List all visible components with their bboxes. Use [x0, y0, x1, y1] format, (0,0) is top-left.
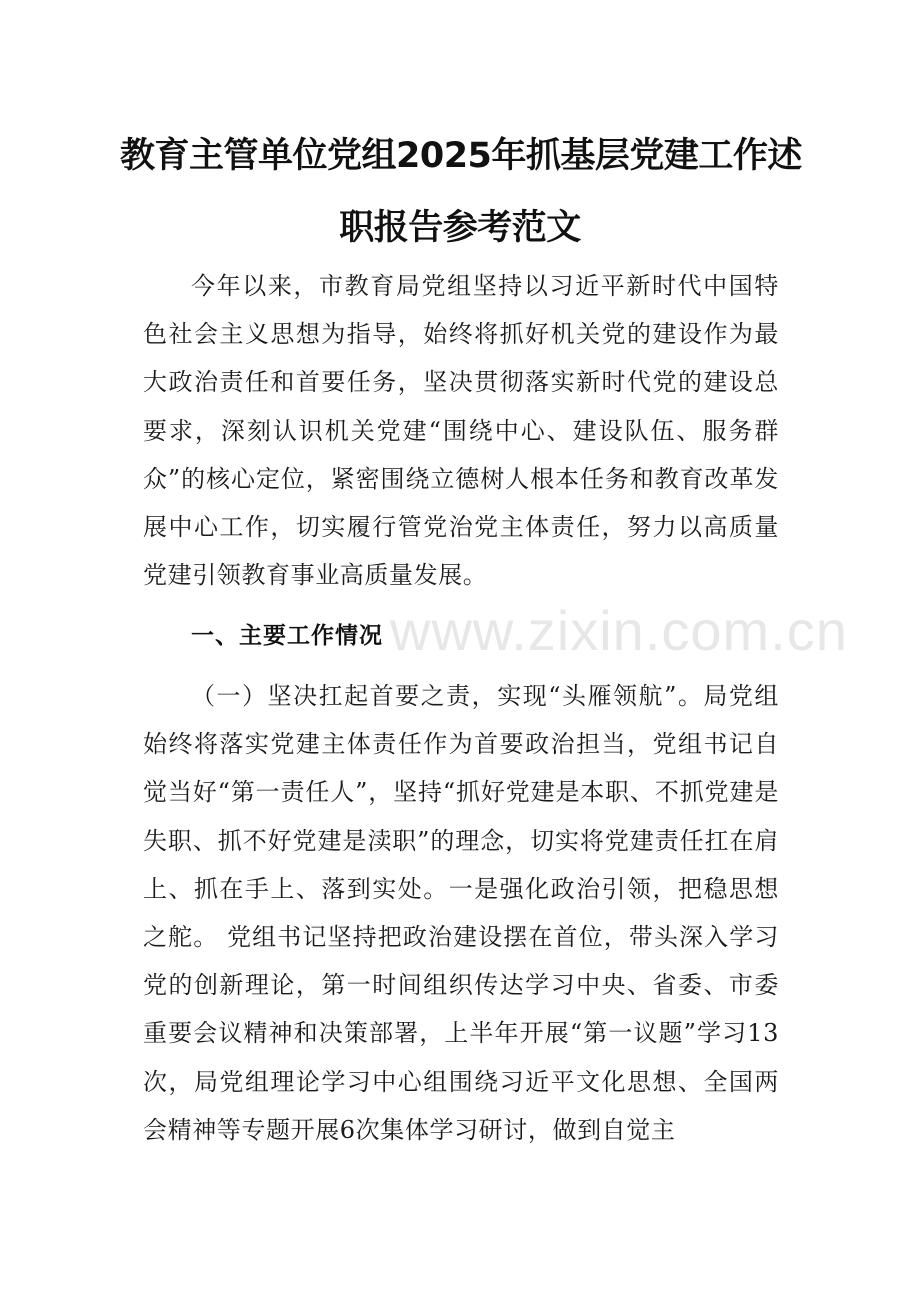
intro-paragraph: 今年以来，市教育局党组坚持以习近平新时代中国特色社会主义思想为指导，始终将抓好机关党的建设作为最大政治责任和首要任务，坚决贯彻落实新时代党的建设总要求，深刻认识机关党建“围绕中心、建设队伍、服务群众”的核心定位，紧密围绕立德树人根本任务和教育改革发展中心工作，切实履行管党治党主体责任，努力以高质量党建引领教育事业高质量发展。	[143, 272, 779, 590]
section-heading: 一、主要工作情况	[191, 623, 383, 649]
watermark: www.zixin.com.cn	[390, 599, 848, 662]
document-title-line-2: 职报告参考范文	[339, 208, 581, 248]
document-title-line-1: 教育主管单位党组2025年抓基层党建工作述	[120, 136, 802, 176]
section-paragraph: （一）坚决扛起首要之责，实现“头雁领航”。局党组始终将落实党建主体责任作为首要政治担当，党组书记自觉当好“第一责任人”，坚持“抓好党建是本职、不抓党建是失职、抓不好党建是渎职”的理念，切实将党建责任扛在肩上、抓在手上、落到实处。一是强化政治引领，把稳思想之舵。 党组书记坚持把政治建设摆在首位，带头深入学习党的创新理论，第一时间组织传达学习中央、省委、市委重要会议精神和决策部署，上半年开展“第一议题”学习13次，局党组理论学习中心组围绕习近平文化思想、全国两会精神等专题开展6次集体学习研讨，做到自觉主	[143, 682, 779, 1144]
